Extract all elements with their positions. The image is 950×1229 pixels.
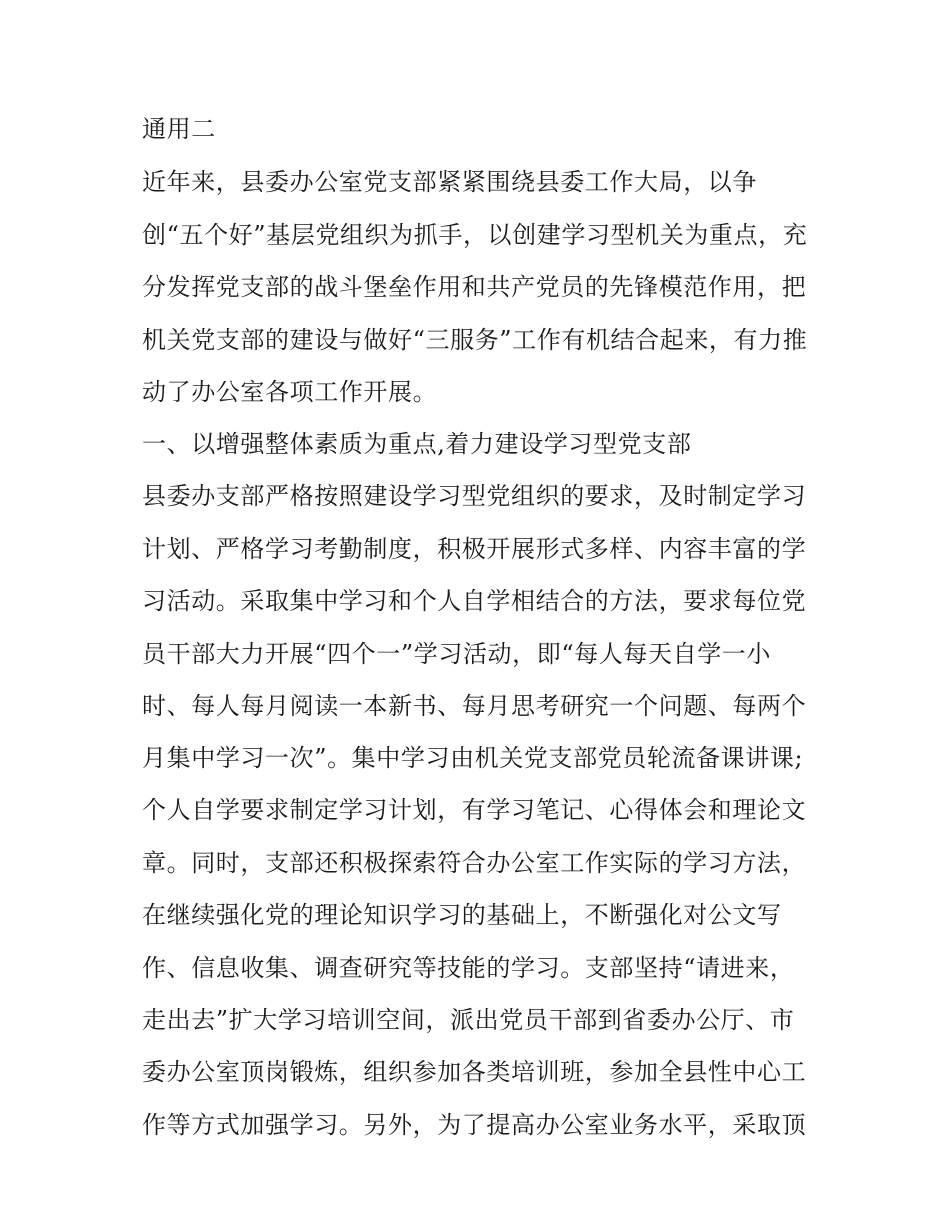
section-heading: 一、以增强整体素质为重点,着力建设学习型党支部 [142, 430, 692, 458]
text-line: 习活动。采取集中学习和个人自学相结合的方法，要求每位党 [142, 587, 807, 615]
text-line: 走出去”扩大学习培训空间，派出党员干部到省委办公厅、市 [142, 1006, 795, 1034]
text-line: 县委办支部严格按照建设学习型党组织的要求，及时制定学习 [142, 482, 807, 510]
text-line: 章。同时，支部还积极探索符合办公室工作实际的学习方法， [142, 849, 807, 877]
text-line: 时、每人每月阅读一本新书、每月思考研究一个问题、每两个 [142, 692, 807, 720]
text-line: 作等方式加强学习。另外，为了提高办公室业务水平，采取顶 [142, 1111, 807, 1139]
text-line: 作、信息收集、调查研究等技能的学习。支部坚持“请进来， [142, 954, 795, 982]
text-line: 月集中学习一次”。集中学习由机关党支部党员轮流备课讲课; [142, 744, 804, 772]
document-heading: 通用二 [142, 115, 216, 143]
text-line: 创“五个好”基层党组织为抓手，以创建学习型机关为重点，充 [142, 221, 808, 249]
text-line: 机关党支部的建设与做好“三服务”工作有机结合起来，有力推 [142, 326, 808, 354]
text-line: 个人自学要求制定学习计划，有学习笔记、心得体会和理论文 [142, 796, 807, 824]
text-line: 计划、严格学习考勤制度，积极开展形式多样、内容丰富的学 [142, 535, 807, 563]
text-line: 分发挥党支部的战斗堡垒作用和共产党员的先锋模范作用，把 [142, 273, 807, 301]
text-line: 动了办公室各项工作开展。 [142, 378, 438, 406]
text-line: 在继续强化党的理论知识学习的基础上，不断强化对公文写 [142, 901, 782, 929]
text-line: 委办公室顶岗锻炼，组织参加各类培训班，参加全县性中心工 [142, 1058, 807, 1086]
text-line: 近年来，县委办公室党支部紧紧围绕县委工作大局，以争 [142, 168, 757, 196]
text-line: 员干部大力开展“四个一”学习活动，即“每人每天自学一小 [142, 640, 772, 668]
